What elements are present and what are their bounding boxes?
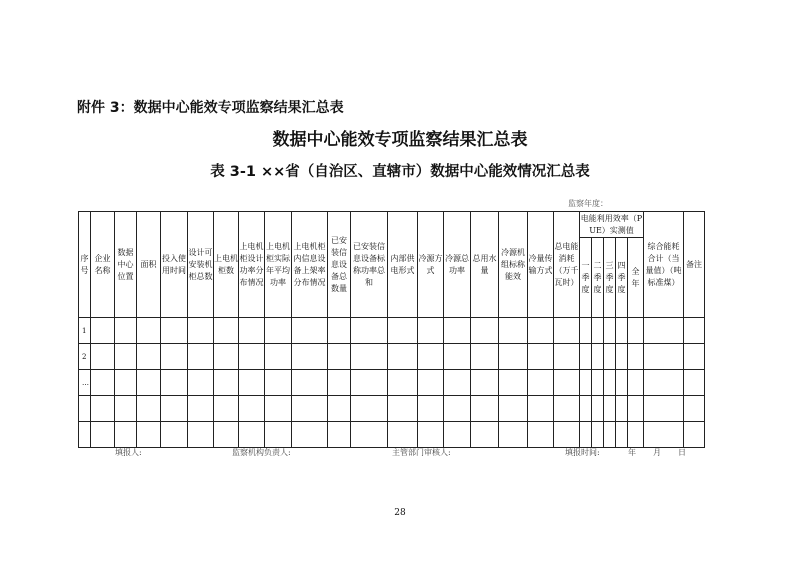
day-unit: 日 — [678, 448, 686, 457]
header-q1: 一季度 — [580, 238, 592, 318]
header-design-racks: 设计可安装机柜总数 — [188, 212, 214, 318]
header-pue-group: 电能利用效率（PUE）实测值 — [580, 212, 644, 238]
table-row — [79, 344, 705, 370]
reviewer-label: 主管部门审核人: — [392, 448, 451, 457]
header-company: 企业名称 — [91, 212, 115, 318]
header-device-power: 已安装信息设备标称功率总和 — [351, 212, 388, 318]
supervisor-label: 监察机构负责人: — [232, 448, 291, 457]
header-location: 数据中心位置 — [115, 212, 137, 318]
row-number: 2 — [79, 344, 91, 370]
month-unit: 月 — [653, 448, 661, 457]
main-title: 数据中心能效专项监察结果汇总表 — [272, 130, 528, 150]
summary-table — [78, 211, 705, 448]
header-q4: 四季度 — [616, 238, 628, 318]
table-title: 表 3-1 ××省（自治区、直辖市）数据中心能效情况汇总表 — [210, 164, 590, 180]
row-number — [79, 422, 91, 448]
row-number: … — [79, 370, 91, 396]
header-start-time: 投入使用时间 — [161, 212, 188, 318]
header-chiller: 冷源机组标称能效 — [499, 212, 528, 318]
table-row — [79, 422, 705, 448]
header-year-total: 全年 — [628, 238, 644, 318]
header-cooling-power: 冷源总功率 — [444, 212, 471, 318]
year-unit: 年 — [628, 448, 636, 457]
row-number: 1 — [79, 318, 91, 344]
row-number — [79, 396, 91, 422]
header-actual-power: 上电机柜实际年平均功率 — [265, 212, 292, 318]
header-area: 面积 — [137, 212, 161, 318]
page-number: 28 — [394, 508, 406, 518]
date-label: 填报时间: — [565, 448, 600, 457]
header-electricity: 总电能消耗（万千瓦时） — [554, 212, 580, 318]
filler-label: 填报人: — [115, 448, 142, 457]
header-q2: 二季度 — [592, 238, 604, 318]
year-label: 监察年度： — [568, 199, 608, 208]
header-energy: 综合能耗合计（当量值）（吨标准煤） — [644, 212, 684, 318]
header-installed-devices: 已安装信息设备总数量 — [328, 212, 351, 318]
header-it-distribution: 上电机柜内信息设备上架率分布情况 — [292, 212, 328, 318]
table-row — [79, 396, 705, 422]
header-online-racks: 上电机柜数 — [214, 212, 239, 318]
attachment-label: 附件 3：数据中心能效专项监察结果汇总表 — [77, 100, 344, 116]
header-cooling: 冷源方式 — [418, 212, 444, 318]
header-seq: 序号 — [79, 212, 91, 318]
header-internal-power: 内部供电形式 — [388, 212, 418, 318]
header-remark: 备注 — [684, 212, 705, 318]
header-power-distribution: 上电机柜设计功率分布情况 — [239, 212, 265, 318]
table-row — [79, 370, 705, 396]
header-water: 总用水量 — [471, 212, 499, 318]
header-q3: 三季度 — [604, 238, 616, 318]
header-transport: 冷量传输方式 — [528, 212, 554, 318]
table-row — [79, 318, 705, 344]
